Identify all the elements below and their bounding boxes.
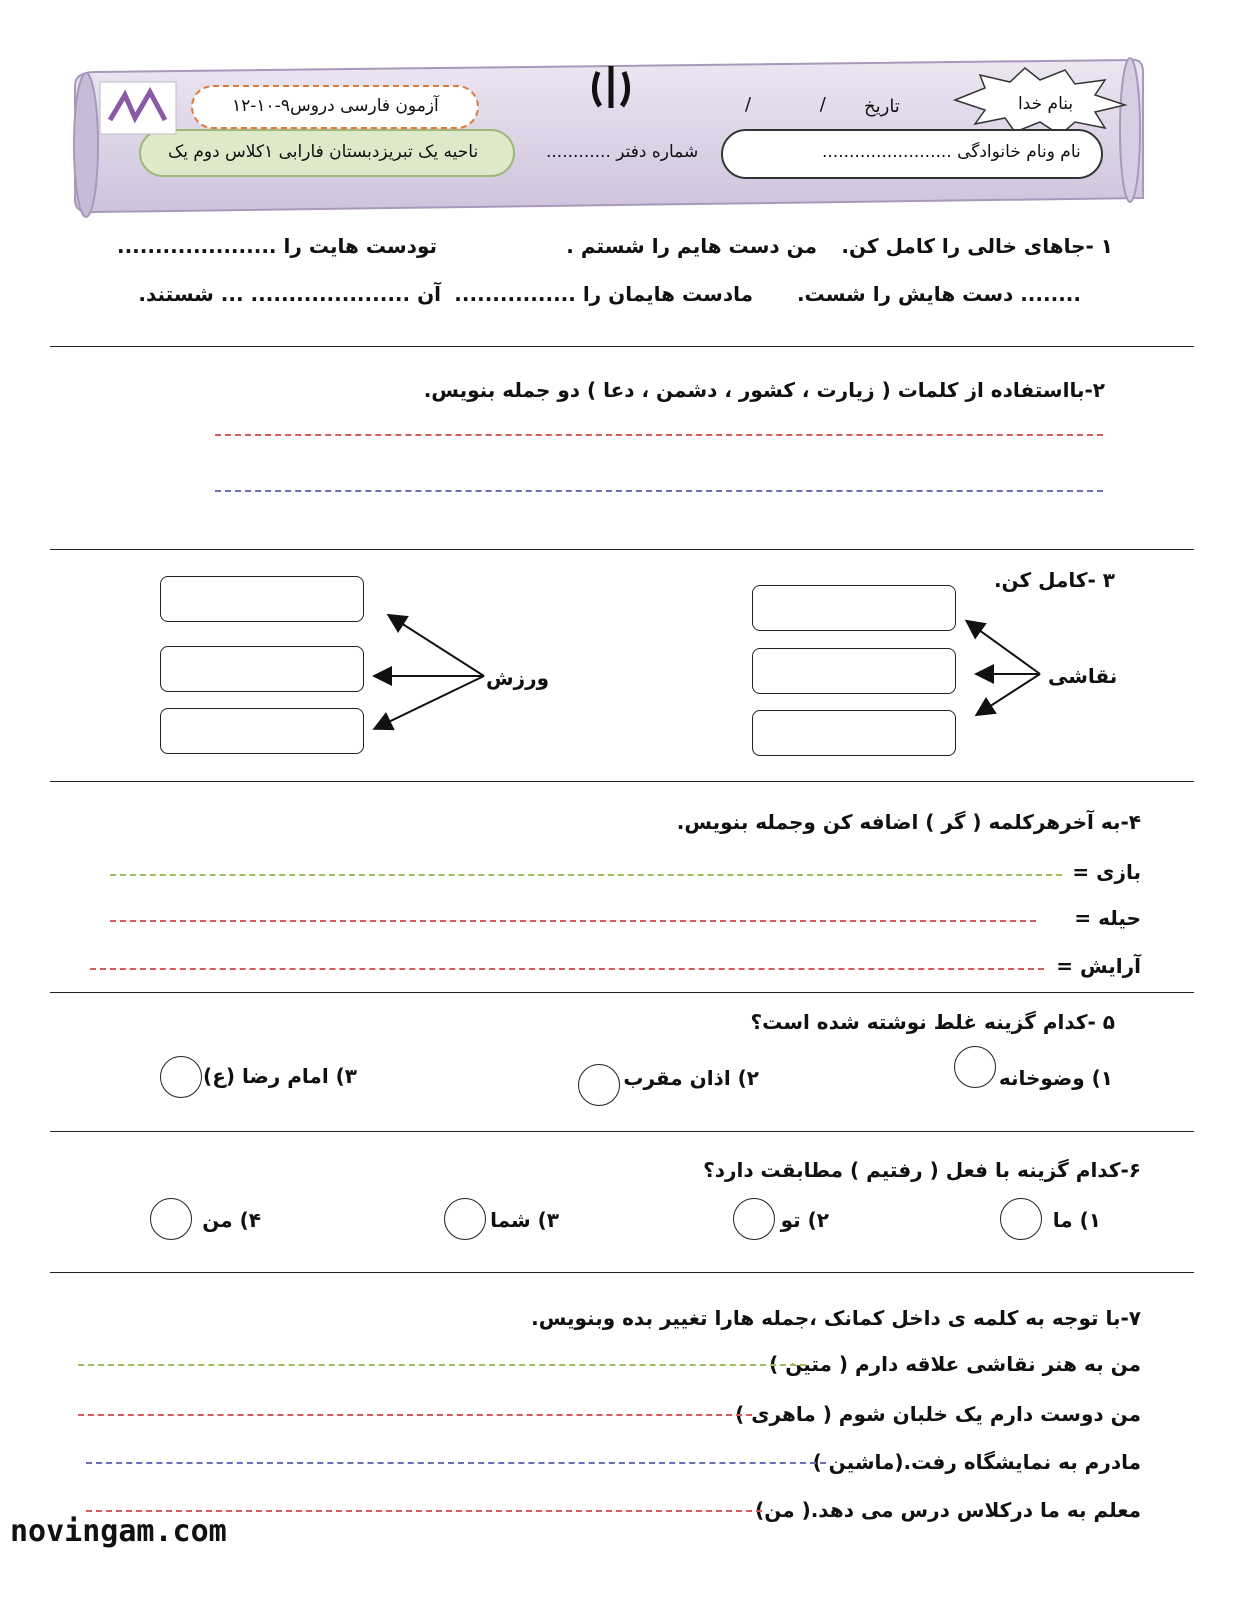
q4-word-3: آرایش = <box>1056 954 1141 978</box>
q1-sentence-1: من دست هایم را شستم . <box>566 234 817 258</box>
q4-word-1: بازی = <box>1072 860 1141 884</box>
school-name: ناحیه یک تبریزدبستان فارابی ۱کلاس دوم یک <box>168 142 479 162</box>
student-name-label: نام ونام خانوادگی ........................ <box>822 142 1081 162</box>
register-number-label: شماره دفتر ............ <box>546 142 699 162</box>
q6-option-2: ۲) تو <box>780 1208 829 1232</box>
answer-line[interactable] <box>86 1510 762 1512</box>
q6-option-2-radio[interactable] <box>733 1198 775 1240</box>
q2-title: ۲-بااستفاده از کلمات ( زیارت ، کشور ، دشمن ، دعا ) دو جمله بنویس. <box>423 378 1105 402</box>
q6-option-4-radio[interactable] <box>150 1198 192 1240</box>
q4-title: ۴-به آخرهرکلمه ( گر ) اضافه کن وجمله بنویس. <box>676 810 1141 834</box>
q5-option-3: ۳) امام رضا (ع) <box>203 1064 357 1088</box>
divider <box>50 1272 1194 1273</box>
q6-title: ۶-کدام گزینه با فعل ( رفتیم ) مطابقت دارد؟ <box>703 1158 1141 1182</box>
q1-title: ۱ -جاهای خالی را کامل کن. <box>841 234 1113 258</box>
q5-title: ۵ -کدام گزینه غلط نوشته شده است؟ <box>750 1010 1115 1034</box>
q4-word-2: حیله = <box>1074 906 1141 930</box>
divider <box>50 1131 1194 1132</box>
divider <box>50 992 1194 993</box>
q6-option-3-radio[interactable] <box>444 1198 486 1240</box>
q3-word-sport: ورزش <box>486 666 550 690</box>
q7-sentence-3: مادرم به نمایشگاه رفت.(ماشین ) <box>812 1450 1141 1474</box>
q5-option-2-radio[interactable] <box>578 1064 620 1106</box>
q5-option-1: ۱) وضوخانه <box>998 1066 1113 1090</box>
date-field: / / <box>745 94 826 115</box>
answer-line[interactable] <box>110 874 1062 876</box>
q3-title: ۳ -کامل کن. <box>993 568 1115 592</box>
bismillah-text: بنام خدا <box>1018 94 1074 114</box>
answer-line[interactable] <box>86 1462 826 1464</box>
answer-line[interactable] <box>78 1364 806 1366</box>
q1-sentence-4: مادست هایمان را ................ <box>454 282 753 306</box>
site-watermark: novingam.com <box>10 1514 227 1549</box>
answer-line[interactable] <box>78 1414 752 1416</box>
exam-title: آزمون فارسی دروس۹-۱۰-۱۲ <box>232 96 439 116</box>
q1-sentence-2: تودست هایت را ..................... <box>116 234 437 258</box>
q3-word-painting: نقاشی <box>1048 664 1118 688</box>
q7-sentence-2: من دوست دارم یک خلبان شوم ( ماهری ) <box>735 1402 1141 1426</box>
divider <box>50 781 1194 782</box>
q5-option-1-radio[interactable] <box>954 1046 996 1088</box>
q7-sentence-1: من به هنر نقاشی علاقه دارم ( متین ) <box>769 1352 1141 1376</box>
answer-line[interactable] <box>110 920 1036 922</box>
answer-line[interactable] <box>90 968 1044 970</box>
q1-sentence-3: ........ دست هایش را شست. <box>796 282 1081 306</box>
q5-option-3-radio[interactable] <box>160 1056 202 1098</box>
q6-option-3: ۳) شما <box>490 1208 559 1232</box>
q6-option-1-radio[interactable] <box>1000 1198 1042 1240</box>
q6-option-1: ۱) ما <box>1052 1208 1101 1232</box>
q5-option-2: ۲) اذان مقرب <box>623 1066 759 1090</box>
q6-option-4: ۴) من <box>202 1208 261 1232</box>
q7-sentence-4: معلم به ما درکلاس درس می دهد.( من) <box>755 1498 1141 1522</box>
q7-title: ۷-با توجه به کلمه ی داخل کمانک ،جمله هارا تغییر بده وبنویس. <box>531 1306 1141 1330</box>
date-label: تاریخ <box>864 96 900 117</box>
q1-sentence-5: آن ..................... ... شستند. <box>138 282 441 306</box>
